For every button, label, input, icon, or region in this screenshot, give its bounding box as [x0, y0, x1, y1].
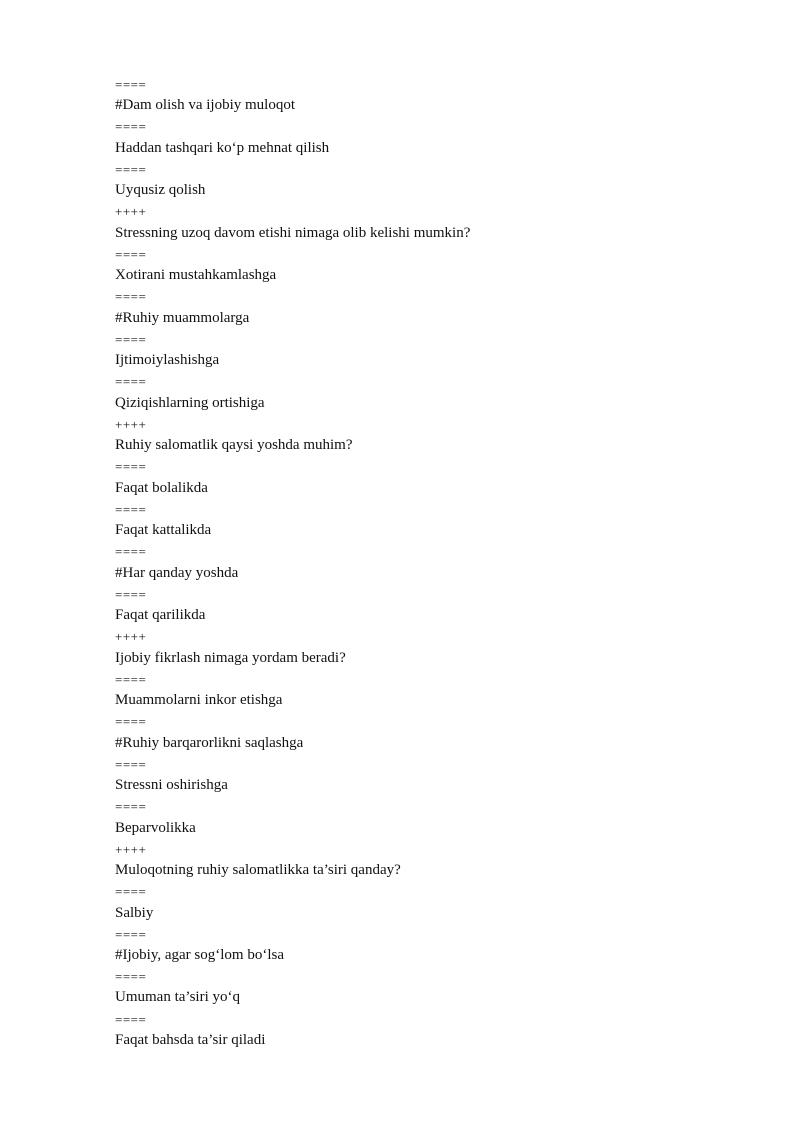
question-separator: ++++ — [115, 841, 147, 857]
option-separator: ==== — [115, 501, 147, 517]
answer-option: Haddan tashqari ko‘p mehnat qilish — [115, 139, 330, 156]
answer-option: Umuman ta’siri yo‘q — [115, 989, 240, 1006]
option-separator: ==== — [115, 671, 147, 687]
answer-option: Beparvolikka — [115, 819, 196, 836]
answer-option: #Ijobiy, agar sog‘lom bo‘lsa — [115, 946, 284, 963]
answer-option: #Har qanday yoshda — [115, 564, 239, 581]
question-separator: ++++ — [115, 204, 147, 220]
option-separator: ==== — [115, 374, 147, 390]
answer-option: Xotirani mustahkamlashga — [115, 267, 277, 284]
answer-option: Salbiy — [115, 904, 154, 921]
answer-option: Uyqusiz qolish — [115, 182, 206, 199]
question-separator: ++++ — [115, 416, 147, 432]
option-separator: ==== — [115, 77, 147, 92]
document-body — [115, 75, 735, 1052]
option-separator: ==== — [115, 799, 147, 815]
answer-option: #Ruhiy barqarorlikni saqlashga — [115, 734, 304, 751]
question-text: Muloqotning ruhiy salomatlikka ta’siri qanday? — [115, 862, 401, 879]
answer-option: Faqat kattalikda — [115, 522, 212, 539]
option-separator: ==== — [115, 246, 147, 262]
option-separator: ==== — [115, 331, 147, 347]
option-separator: ==== — [115, 884, 147, 900]
option-separator: ==== — [115, 1011, 147, 1027]
option-separator: ==== — [115, 926, 147, 942]
question-text: Stressning uzoq davom etishi nimaga olib kelishi mumkin? — [115, 224, 471, 241]
option-separator: ==== — [115, 544, 147, 560]
answer-option: Faqat bahsda ta’sir qiladi — [115, 1031, 266, 1048]
answer-option: Faqat qarilikda — [115, 607, 206, 624]
option-separator: ==== — [115, 756, 147, 772]
answer-option: Faqat bolalikda — [115, 479, 208, 496]
answer-option: Muammolarni inkor etishga — [115, 692, 283, 709]
question-text: Ruhiy salomatlik qaysi yoshda muhim? — [115, 437, 353, 454]
question-separator: ++++ — [115, 629, 147, 645]
answer-option: #Dam olish va ijobiy muloqot — [115, 97, 295, 114]
option-separator: ==== — [115, 459, 147, 475]
option-separator: ==== — [115, 714, 147, 730]
answer-option: #Ruhiy muammolarga — [115, 309, 250, 326]
option-separator: ==== — [115, 586, 147, 602]
option-separator: ==== — [115, 289, 147, 305]
answer-option: Stressni oshirishga — [115, 777, 228, 794]
question-text: Ijobiy fikrlash nimaga yordam beradi? — [115, 649, 346, 666]
answer-option: Ijtimoiylashishga — [115, 352, 220, 369]
option-separator: ==== — [115, 119, 147, 135]
answer-option: Qiziqishlarning ortishiga — [115, 394, 265, 411]
option-separator: ==== — [115, 161, 147, 177]
option-separator: ==== — [115, 969, 147, 985]
